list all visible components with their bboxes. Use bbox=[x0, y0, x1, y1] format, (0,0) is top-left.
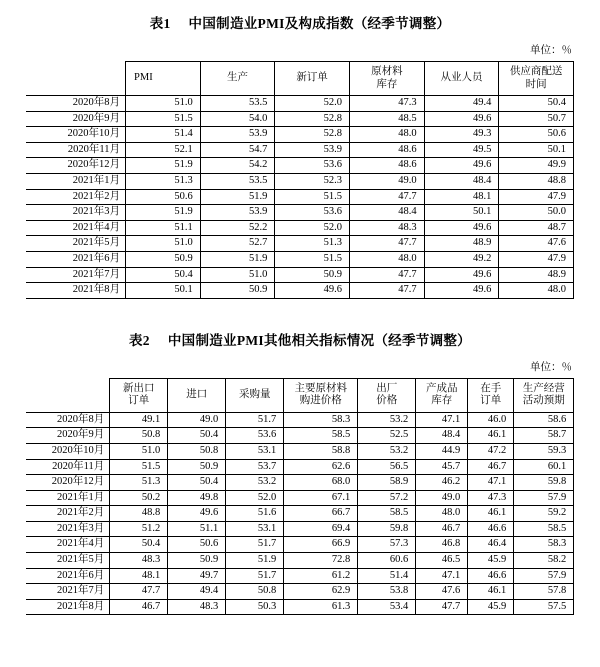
cell-pmi: 51.0 bbox=[126, 236, 201, 252]
cell-pmi: 51.9 bbox=[126, 158, 201, 174]
cell-purchase-volume: 53.2 bbox=[226, 475, 284, 491]
cell-new-export-orders: 48.1 bbox=[110, 568, 168, 584]
cell-employment: 49.6 bbox=[424, 283, 499, 299]
cell-output-prices: 56.5 bbox=[358, 459, 416, 475]
cell-output-prices: 52.5 bbox=[358, 428, 416, 444]
table2-caption-text: 中国制造业PMI其他相关指标情况（经季节调整） bbox=[167, 332, 471, 348]
table-row bbox=[26, 111, 574, 127]
cell-pmi: 52.1 bbox=[126, 142, 201, 158]
cell-pmi: 50.6 bbox=[126, 189, 201, 205]
cell-employment: 48.1 bbox=[424, 189, 499, 205]
cell-input-prices: 61.2 bbox=[284, 568, 358, 584]
table2-header-finished-goods-inventory: 产成品 库存 bbox=[416, 378, 468, 412]
table1-header-new-orders: 新订单 bbox=[275, 62, 350, 96]
spacer bbox=[0, 32, 600, 42]
row-label: 2021年7月 bbox=[26, 584, 110, 600]
table-row bbox=[26, 173, 574, 189]
cell-pmi: 50.1 bbox=[126, 283, 201, 299]
cell-imports: 50.9 bbox=[168, 459, 226, 475]
cell-backlog-orders: 45.9 bbox=[468, 599, 514, 615]
cell-new-orders: 51.3 bbox=[275, 236, 350, 252]
cell-production: 52.2 bbox=[200, 220, 275, 236]
cell-input-prices: 62.6 bbox=[284, 459, 358, 475]
cell-finished-goods-inventory: 46.5 bbox=[416, 553, 468, 569]
table1-header-employment: 从业人员 bbox=[424, 62, 499, 96]
cell-output-prices: 51.4 bbox=[358, 568, 416, 584]
cell-input-prices: 66.7 bbox=[284, 506, 358, 522]
cell-backlog-orders: 46.4 bbox=[468, 537, 514, 553]
cell-finished-goods-inventory: 47.7 bbox=[416, 599, 468, 615]
row-label: 2020年9月 bbox=[26, 111, 126, 127]
table2-header-input-prices: 主要原材料 购进价格 bbox=[284, 378, 358, 412]
cell-employment: 49.4 bbox=[424, 96, 499, 112]
cell-finished-goods-inventory: 46.7 bbox=[416, 521, 468, 537]
cell-imports: 49.7 bbox=[168, 568, 226, 584]
cell-backlog-orders: 46.6 bbox=[468, 521, 514, 537]
cell-purchase-volume: 53.6 bbox=[226, 428, 284, 444]
table2-header-new-export-orders: 新出口 订单 bbox=[110, 378, 168, 412]
cell-imports: 51.1 bbox=[168, 521, 226, 537]
cell-employment: 48.9 bbox=[424, 236, 499, 252]
table-row bbox=[26, 96, 574, 112]
cell-raw-material-inventory: 47.7 bbox=[350, 283, 425, 299]
cell-production: 51.9 bbox=[200, 189, 275, 205]
row-label: 2020年9月 bbox=[26, 428, 110, 444]
row-label: 2021年1月 bbox=[26, 173, 126, 189]
cell-new-orders: 52.0 bbox=[275, 220, 350, 236]
cell-purchase-volume: 53.7 bbox=[226, 459, 284, 475]
cell-business-expectations: 59.2 bbox=[514, 506, 574, 522]
cell-imports: 49.4 bbox=[168, 584, 226, 600]
table2-header-imports: 进口 bbox=[168, 378, 226, 412]
cell-supplier-delivery-time: 48.9 bbox=[499, 267, 574, 283]
cell-raw-material-inventory: 48.3 bbox=[350, 220, 425, 236]
table2-head bbox=[26, 378, 574, 412]
cell-new-export-orders: 49.1 bbox=[110, 412, 168, 428]
table1-body bbox=[26, 96, 574, 299]
cell-production: 54.7 bbox=[200, 142, 275, 158]
cell-production: 52.7 bbox=[200, 236, 275, 252]
cell-business-expectations: 57.5 bbox=[514, 599, 574, 615]
cell-supplier-delivery-time: 48.0 bbox=[499, 283, 574, 299]
cell-supplier-delivery-time: 50.1 bbox=[499, 142, 574, 158]
cell-backlog-orders: 46.1 bbox=[468, 506, 514, 522]
cell-pmi: 51.5 bbox=[126, 111, 201, 127]
table-row bbox=[26, 220, 574, 236]
cell-supplier-delivery-time: 50.6 bbox=[499, 127, 574, 143]
cell-output-prices: 53.2 bbox=[358, 443, 416, 459]
cell-business-expectations: 57.8 bbox=[514, 584, 574, 600]
cell-pmi: 51.0 bbox=[126, 96, 201, 112]
cell-employment: 48.4 bbox=[424, 173, 499, 189]
table1-head bbox=[26, 62, 574, 96]
cell-business-expectations: 58.7 bbox=[514, 428, 574, 444]
cell-business-expectations: 59.3 bbox=[514, 443, 574, 459]
row-label: 2021年8月 bbox=[26, 283, 126, 299]
spacer bbox=[0, 349, 600, 359]
cell-production: 51.0 bbox=[200, 267, 275, 283]
table2 bbox=[26, 378, 575, 616]
cell-purchase-volume: 50.3 bbox=[226, 599, 284, 615]
cell-backlog-orders: 45.9 bbox=[468, 553, 514, 569]
cell-raw-material-inventory: 48.0 bbox=[350, 127, 425, 143]
table2-block bbox=[0, 329, 600, 616]
table-row bbox=[26, 127, 574, 143]
cell-new-export-orders: 46.7 bbox=[110, 599, 168, 615]
cell-finished-goods-inventory: 48.0 bbox=[416, 506, 468, 522]
row-label: 2020年10月 bbox=[26, 443, 110, 459]
cell-employment: 49.5 bbox=[424, 142, 499, 158]
cell-purchase-volume: 51.6 bbox=[226, 506, 284, 522]
cell-output-prices: 57.2 bbox=[358, 490, 416, 506]
cell-purchase-volume: 53.1 bbox=[226, 443, 284, 459]
cell-new-orders: 52.8 bbox=[275, 111, 350, 127]
cell-backlog-orders: 46.1 bbox=[468, 584, 514, 600]
cell-new-orders: 53.6 bbox=[275, 158, 350, 174]
cell-business-expectations: 57.9 bbox=[514, 568, 574, 584]
cell-supplier-delivery-time: 50.4 bbox=[499, 96, 574, 112]
table1-header-pmi: PMI bbox=[126, 62, 201, 96]
cell-purchase-volume: 52.0 bbox=[226, 490, 284, 506]
table-row bbox=[26, 490, 574, 506]
row-label: 2021年4月 bbox=[26, 537, 110, 553]
row-label: 2021年1月 bbox=[26, 490, 110, 506]
cell-input-prices: 69.4 bbox=[284, 521, 358, 537]
cell-backlog-orders: 46.0 bbox=[468, 412, 514, 428]
cell-production: 53.5 bbox=[200, 173, 275, 189]
cell-imports: 49.8 bbox=[168, 490, 226, 506]
cell-finished-goods-inventory: 44.9 bbox=[416, 443, 468, 459]
table2-caption bbox=[0, 329, 600, 349]
cell-raw-material-inventory: 47.7 bbox=[350, 236, 425, 252]
section-gap bbox=[0, 299, 600, 329]
cell-supplier-delivery-time: 48.7 bbox=[499, 220, 574, 236]
cell-employment: 49.3 bbox=[424, 127, 499, 143]
cell-pmi: 51.4 bbox=[126, 127, 201, 143]
cell-new-export-orders: 51.2 bbox=[110, 521, 168, 537]
cell-backlog-orders: 46.7 bbox=[468, 459, 514, 475]
cell-output-prices: 53.8 bbox=[358, 584, 416, 600]
cell-input-prices: 58.3 bbox=[284, 412, 358, 428]
cell-new-export-orders: 50.8 bbox=[110, 428, 168, 444]
table-row bbox=[26, 568, 574, 584]
cell-new-orders: 51.5 bbox=[275, 251, 350, 267]
cell-finished-goods-inventory: 47.1 bbox=[416, 412, 468, 428]
cell-output-prices: 60.6 bbox=[358, 553, 416, 569]
cell-employment: 49.6 bbox=[424, 267, 499, 283]
cell-new-orders: 52.8 bbox=[275, 127, 350, 143]
cell-output-prices: 53.2 bbox=[358, 412, 416, 428]
cell-finished-goods-inventory: 49.0 bbox=[416, 490, 468, 506]
cell-input-prices: 67.1 bbox=[284, 490, 358, 506]
cell-employment: 49.6 bbox=[424, 158, 499, 174]
cell-imports: 50.4 bbox=[168, 428, 226, 444]
table1 bbox=[26, 61, 574, 299]
cell-new-export-orders: 47.7 bbox=[110, 584, 168, 600]
row-label: 2020年12月 bbox=[26, 158, 126, 174]
table1-header-raw-material-inventory: 原材料 库存 bbox=[350, 62, 425, 96]
row-label: 2021年3月 bbox=[26, 205, 126, 221]
cell-business-expectations: 58.6 bbox=[514, 412, 574, 428]
row-label: 2021年8月 bbox=[26, 599, 110, 615]
table1-caption-text: 中国制造业PMI及构成指数（经季节调整） bbox=[188, 16, 451, 31]
row-label: 2020年11月 bbox=[26, 459, 110, 475]
cell-finished-goods-inventory: 47.6 bbox=[416, 584, 468, 600]
table2-header-corner bbox=[26, 378, 110, 412]
table-row bbox=[26, 599, 574, 615]
cell-purchase-volume: 51.7 bbox=[226, 537, 284, 553]
table-row bbox=[26, 251, 574, 267]
row-label: 2021年2月 bbox=[26, 506, 110, 522]
cell-raw-material-inventory: 49.0 bbox=[350, 173, 425, 189]
cell-imports: 50.9 bbox=[168, 553, 226, 569]
cell-imports: 50.8 bbox=[168, 443, 226, 459]
cell-output-prices: 58.5 bbox=[358, 506, 416, 522]
cell-imports: 48.3 bbox=[168, 599, 226, 615]
cell-raw-material-inventory: 48.6 bbox=[350, 142, 425, 158]
cell-supplier-delivery-time: 47.9 bbox=[499, 251, 574, 267]
cell-imports: 50.6 bbox=[168, 537, 226, 553]
cell-production: 51.9 bbox=[200, 251, 275, 267]
cell-pmi: 50.4 bbox=[126, 267, 201, 283]
cell-input-prices: 61.3 bbox=[284, 599, 358, 615]
row-label: 2021年7月 bbox=[26, 267, 126, 283]
row-label: 2021年4月 bbox=[26, 220, 126, 236]
cell-new-export-orders: 50.2 bbox=[110, 490, 168, 506]
cell-new-orders: 52.0 bbox=[275, 96, 350, 112]
cell-backlog-orders: 46.1 bbox=[468, 428, 514, 444]
table1-unit: 单位：％ bbox=[530, 45, 572, 56]
cell-production: 53.9 bbox=[200, 205, 275, 221]
cell-purchase-volume: 51.7 bbox=[226, 412, 284, 428]
row-label: 2020年10月 bbox=[26, 127, 126, 143]
table-row bbox=[26, 428, 574, 444]
cell-finished-goods-inventory: 46.2 bbox=[416, 475, 468, 491]
cell-supplier-delivery-time: 47.9 bbox=[499, 189, 574, 205]
cell-raw-material-inventory: 47.7 bbox=[350, 267, 425, 283]
table1-caption bbox=[0, 12, 600, 32]
cell-new-export-orders: 51.0 bbox=[110, 443, 168, 459]
cell-new-export-orders: 48.3 bbox=[110, 553, 168, 569]
table2-header-purchase-volume: 采购量 bbox=[226, 378, 284, 412]
cell-input-prices: 68.0 bbox=[284, 475, 358, 491]
row-label: 2021年5月 bbox=[26, 553, 110, 569]
table-row bbox=[26, 521, 574, 537]
table2-header-backlog-orders: 在手 订单 bbox=[468, 378, 514, 412]
table-row bbox=[26, 205, 574, 221]
row-label: 2021年6月 bbox=[26, 568, 110, 584]
row-label: 2020年11月 bbox=[26, 142, 126, 158]
table2-body bbox=[26, 412, 574, 615]
cell-imports: 49.0 bbox=[168, 412, 226, 428]
cell-finished-goods-inventory: 47.1 bbox=[416, 568, 468, 584]
table1-caption-number: 表1 bbox=[149, 16, 171, 31]
table-row bbox=[26, 553, 574, 569]
cell-purchase-volume: 53.1 bbox=[226, 521, 284, 537]
cell-finished-goods-inventory: 46.8 bbox=[416, 537, 468, 553]
cell-production: 50.9 bbox=[200, 283, 275, 299]
cell-new-orders: 52.3 bbox=[275, 173, 350, 189]
cell-input-prices: 66.9 bbox=[284, 537, 358, 553]
cell-production: 54.0 bbox=[200, 111, 275, 127]
cell-new-orders: 53.9 bbox=[275, 142, 350, 158]
cell-new-export-orders: 51.3 bbox=[110, 475, 168, 491]
table-row bbox=[26, 267, 574, 283]
row-label: 2020年8月 bbox=[26, 412, 110, 428]
cell-input-prices: 72.8 bbox=[284, 553, 358, 569]
cell-supplier-delivery-time: 50.7 bbox=[499, 111, 574, 127]
table-row bbox=[26, 236, 574, 252]
row-label: 2021年6月 bbox=[26, 251, 126, 267]
cell-supplier-delivery-time: 48.8 bbox=[499, 173, 574, 189]
table-row bbox=[26, 475, 574, 491]
table-row bbox=[26, 537, 574, 553]
cell-business-expectations: 58.5 bbox=[514, 521, 574, 537]
table1-header-row bbox=[26, 62, 574, 96]
cell-employment: 49.2 bbox=[424, 251, 499, 267]
row-label: 2020年8月 bbox=[26, 96, 126, 112]
cell-business-expectations: 60.1 bbox=[514, 459, 574, 475]
cell-new-export-orders: 51.5 bbox=[110, 459, 168, 475]
table1-header-corner bbox=[26, 62, 126, 96]
cell-backlog-orders: 47.3 bbox=[468, 490, 514, 506]
cell-purchase-volume: 50.8 bbox=[226, 584, 284, 600]
cell-purchase-volume: 51.7 bbox=[226, 568, 284, 584]
table-row bbox=[26, 443, 574, 459]
table-row bbox=[26, 506, 574, 522]
cell-supplier-delivery-time: 50.0 bbox=[499, 205, 574, 221]
cell-raw-material-inventory: 47.3 bbox=[350, 96, 425, 112]
cell-new-orders: 53.6 bbox=[275, 205, 350, 221]
cell-new-export-orders: 50.4 bbox=[110, 537, 168, 553]
table1-header-supplier-delivery-time: 供应商配送 时间 bbox=[499, 62, 574, 96]
cell-backlog-orders: 47.2 bbox=[468, 443, 514, 459]
cell-output-prices: 53.4 bbox=[358, 599, 416, 615]
cell-business-expectations: 57.9 bbox=[514, 490, 574, 506]
cell-finished-goods-inventory: 45.7 bbox=[416, 459, 468, 475]
cell-output-prices: 59.8 bbox=[358, 521, 416, 537]
cell-production: 54.2 bbox=[200, 158, 275, 174]
row-label: 2021年2月 bbox=[26, 189, 126, 205]
cell-pmi: 51.3 bbox=[126, 173, 201, 189]
cell-raw-material-inventory: 48.6 bbox=[350, 158, 425, 174]
cell-supplier-delivery-time: 49.9 bbox=[499, 158, 574, 174]
cell-new-export-orders: 48.8 bbox=[110, 506, 168, 522]
cell-production: 53.9 bbox=[200, 127, 275, 143]
cell-finished-goods-inventory: 48.4 bbox=[416, 428, 468, 444]
cell-employment: 49.6 bbox=[424, 220, 499, 236]
cell-business-expectations: 58.2 bbox=[514, 553, 574, 569]
cell-raw-material-inventory: 47.7 bbox=[350, 189, 425, 205]
cell-output-prices: 58.9 bbox=[358, 475, 416, 491]
table-row bbox=[26, 283, 574, 299]
row-label: 2020年12月 bbox=[26, 475, 110, 491]
table2-header-business-expectations: 生产经营 活动预期 bbox=[514, 378, 574, 412]
cell-pmi: 51.9 bbox=[126, 205, 201, 221]
cell-new-orders: 49.6 bbox=[275, 283, 350, 299]
cell-input-prices: 58.5 bbox=[284, 428, 358, 444]
table1-block bbox=[0, 0, 600, 299]
table-row bbox=[26, 584, 574, 600]
table2-unit: 单位：％ bbox=[530, 361, 572, 373]
table-row bbox=[26, 158, 574, 174]
cell-raw-material-inventory: 48.4 bbox=[350, 205, 425, 221]
table2-header-output-prices: 出厂 价格 bbox=[358, 378, 416, 412]
cell-supplier-delivery-time: 47.6 bbox=[499, 236, 574, 252]
cell-raw-material-inventory: 48.5 bbox=[350, 111, 425, 127]
table-row bbox=[26, 189, 574, 205]
cell-new-orders: 51.5 bbox=[275, 189, 350, 205]
table1-header-production: 生产 bbox=[200, 62, 275, 96]
cell-backlog-orders: 47.1 bbox=[468, 475, 514, 491]
row-label: 2021年3月 bbox=[26, 521, 110, 537]
row-label: 2021年5月 bbox=[26, 236, 126, 252]
cell-raw-material-inventory: 48.0 bbox=[350, 251, 425, 267]
cell-new-orders: 50.9 bbox=[275, 267, 350, 283]
cell-purchase-volume: 51.9 bbox=[226, 553, 284, 569]
cell-backlog-orders: 46.6 bbox=[468, 568, 514, 584]
cell-imports: 50.4 bbox=[168, 475, 226, 491]
cell-business-expectations: 59.8 bbox=[514, 475, 574, 491]
cell-employment: 50.1 bbox=[424, 205, 499, 221]
cell-input-prices: 62.9 bbox=[284, 584, 358, 600]
table-row bbox=[26, 412, 574, 428]
cell-pmi: 50.9 bbox=[126, 251, 201, 267]
table2-header-row bbox=[26, 378, 574, 412]
cell-input-prices: 58.8 bbox=[284, 443, 358, 459]
cell-business-expectations: 58.3 bbox=[514, 537, 574, 553]
table2-caption-number: 表2 bbox=[128, 332, 150, 348]
cell-employment: 49.6 bbox=[424, 111, 499, 127]
table-row bbox=[26, 459, 574, 475]
cell-imports: 49.6 bbox=[168, 506, 226, 522]
cell-pmi: 51.1 bbox=[126, 220, 201, 236]
table-row bbox=[26, 142, 574, 158]
cell-production: 53.5 bbox=[200, 96, 275, 112]
cell-output-prices: 57.3 bbox=[358, 537, 416, 553]
